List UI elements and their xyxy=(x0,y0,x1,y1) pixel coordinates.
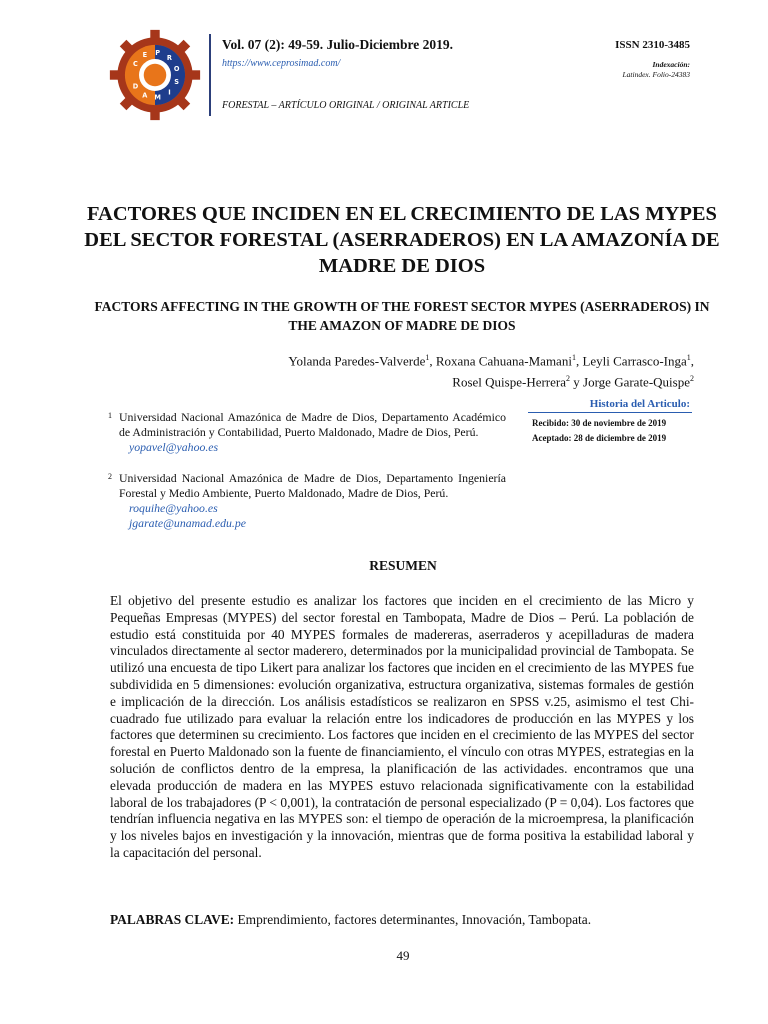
author-name: Roxana Cahuana-Mamani xyxy=(435,353,572,369)
affiliation-1 xyxy=(108,410,506,455)
author-list: Yolanda Paredes-Valverde$^1$, Roxana Cahuana-Mamani$^1$, Leyli Carrasco-Inga$^1$, Rosel Quispe-Herrera$^2$ y Jorge Garate-Quispe$^2$ xyxy=(288,353,694,390)
logo-letter: I xyxy=(168,88,171,97)
logo-letter: P xyxy=(155,48,161,57)
author-name: Jorge Garate-Quispe xyxy=(583,374,690,390)
author-name: Yolanda Paredes-Valverde xyxy=(288,353,426,369)
received-date: Recibido: 30 de noviembre de 2019 xyxy=(532,418,667,428)
journal-logo xyxy=(108,28,202,122)
keywords-label: PALABRAS CLAVE: xyxy=(110,912,235,927)
affiliation-2 xyxy=(108,471,506,531)
affiliation-text: Universidad Nacional Amazónica de Madre de Dios, Departamento Académico de Administración y Contabilidad, Puerto Maldonado, Madre de Dios, Perú. xyxy=(119,410,506,439)
author-email[interactable]: roquihe@yahoo.es xyxy=(129,501,218,515)
logo-letter: A xyxy=(142,91,148,100)
page-number: 49 xyxy=(396,948,410,963)
logo-letter: C xyxy=(133,60,138,69)
article-title-english: FACTORS AFFECTING IN THE GROWTH OF THE FOREST SECTOR MYPES (ASERRADEROS) IN THE AMAZON OF MADRE DE DIOS xyxy=(94,299,710,333)
author-name: Rosel Quispe-Herrera xyxy=(452,374,567,390)
indexing-value: Latindex. Folio-24383 xyxy=(622,70,690,79)
abstract-body: El objetivo del presente estudio es analizar los factores que inciden en el crecimiento de las Micro y Pequeñas Empresas (MYPES) del sector forestal en Tambopata, Madre de Dios – Perú. La población de estudio está constituida por 40 MYPES formales de madereras, aserraderos y acepilladuras de madera vinculados directamente al sector maderero, determinados por la municipalidad provincial de Tambopata. Se utilizó una encuesta de tipo Likert para analizar los factores que inciden en el crecimiento de las MYPES fue subdividida en 5 dimensiones: evolución organizativa, estructura organizativa, sistemas formales de gestión e implicación de la dirección. Los análisis estadísticos se realizaron en SPSS v.25, asimismo el test Chi-cuadrado fue utilizado para evaluar la relación entre los indicadores de producción en las MYPES y los factores que determinen su crecimiento. Los factores que inciden en el crecimiento de las MYPES del sector forestal en Puerto Maldonado son la fuente de financiamiento, el vínculo con otras MYPES, estrategias en la solución de conflictos dentro de la empresa, la planificación de las actividades. encontramos que una elevada producción de madera en las MYPES estuvo relacionada significativamente con la estabilidad laboral de los trabajadores (P < 0,001), la contratación de personal especializado (P = 0,04). Los factores que tendrían influencia negativa en las MYPES son: el tiempo de operación de la microempresa, la planificación y los niveles bajos en investigación y la innovación, mientras que de forma positiva la estabilidad laboral y la capacitación del personal. xyxy=(110,593,694,860)
affiliation-text: Universidad Nacional Amazónica de Madre de Dios, Departamento Ingeniería Forestal y Medio Ambiente, Puerto Maldonado, Madre de Dios, Perú. xyxy=(119,471,506,500)
journal-volume: Vol. 07 (2): 49-59. Julio-Diciembre 2019. xyxy=(222,37,453,52)
article-title-spanish: FACTORES QUE INCIDEN EN EL CRECIMIENTO DE LAS MYPES DEL SECTOR FORESTAL (ASERRADEROS) EN LA AMAZONÍA DE MADRE DE DIOS xyxy=(84,203,720,277)
author-affiliation-marker: 1 xyxy=(425,353,430,362)
journal-issn: ISSN 2310-3485 xyxy=(615,39,690,51)
affiliation-number: 1 xyxy=(108,411,112,420)
affiliation-number: 2 xyxy=(108,472,112,481)
author-affiliation-marker: 2 xyxy=(690,374,694,384)
abstract-heading: RESUMEN xyxy=(369,558,437,573)
logo-letter: S xyxy=(174,77,179,86)
keywords-text: Emprendimiento, factores determinantes, Innovación, Tambopata. xyxy=(234,912,592,927)
author-email[interactable]: jgarate@unamad.edu.pe xyxy=(129,516,247,530)
indexing-label: Indexación: xyxy=(652,60,690,69)
author-affiliation-marker: 1 xyxy=(686,353,691,362)
logo-letter: E xyxy=(142,51,148,60)
header-divider xyxy=(209,34,211,116)
journal-url-link[interactable]: https://www.ceprosimad.com/ xyxy=(222,58,341,69)
author-affiliation-marker: 1 xyxy=(571,353,576,362)
author-email[interactable]: yopavel@yahoo.es xyxy=(129,440,219,454)
logo-letter: O xyxy=(173,64,180,73)
author-affiliation-marker: 2 xyxy=(566,374,571,384)
author-name: Leyli Carrasco-Inga xyxy=(582,353,687,369)
logo-letter: D xyxy=(132,82,139,91)
article-history-title: Historia del Articulo: xyxy=(589,398,690,410)
accepted-date: Aceptado: 28 de diciembre de 2019 xyxy=(532,433,667,443)
keywords xyxy=(110,912,700,928)
logo-letter: M xyxy=(154,93,161,102)
article-history-rule xyxy=(528,412,692,413)
article-section: FORESTAL – ARTÍCULO ORIGINAL / ORIGINAL ARTICLE xyxy=(222,100,470,111)
logo-letter: R xyxy=(166,54,173,63)
